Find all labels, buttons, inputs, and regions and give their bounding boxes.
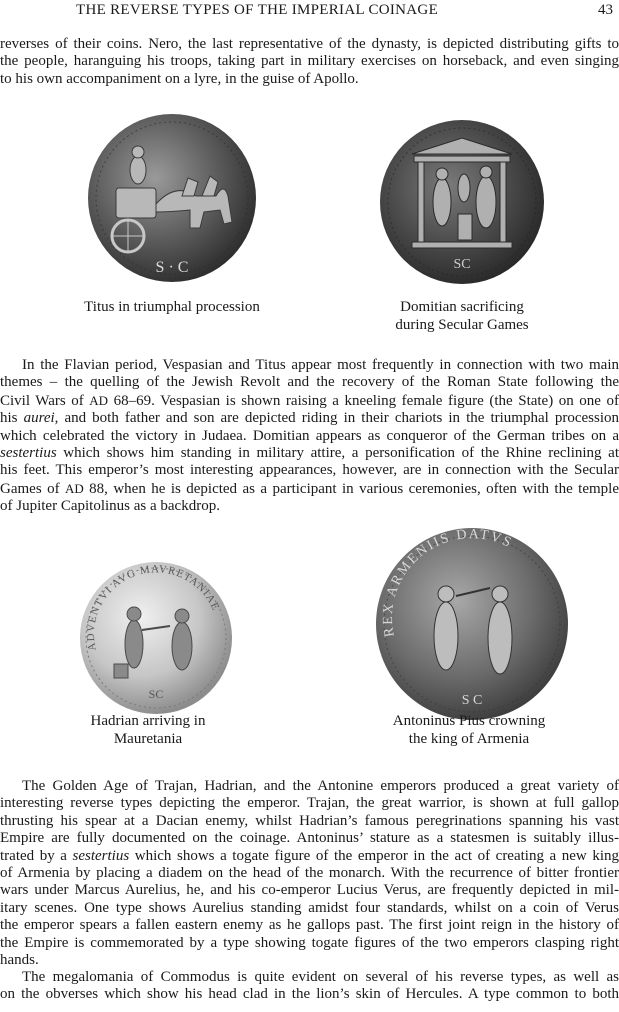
text-line: Empire are fully documented on the coinage. Antoninus’ stature as a statesmen is suitably illus- [0,830,619,847]
text-line: In the Flavian period, Vespasian and Titus appear most frequently in connection with two main [22,357,619,373]
paragraph-flavian [0,357,619,516]
text-line: of Jupiter Capitolinus as a backdrop. [0,498,220,515]
figure-caption [354,712,584,748]
text-line: his aurei, and both father and son are depicted riding in their chariots in the triumphal procession [0,410,619,427]
caption-line: the king of Armenia [408,731,530,747]
caption-line: Titus in triumphal procession [84,299,260,315]
text-line: Civil Wars of AD 68–69. Vespasian is shown raising a kneeling female figure (the State) on one of [0,392,619,409]
paragraph-nero [0,36,619,88]
running-header [0,2,619,20]
text-line: hands. [0,952,39,969]
text-line: which celebrated the victory in Judaea. Domitian appears as conqueror of the German tribes on a [0,427,619,444]
text-line: his feet. This emperor’s most interesting appearances, however, are in connection with the Secular [0,462,619,479]
text-line: themes – the quelling of the Jewish Revolt and the recovery of the Roman State following the [0,374,619,391]
text-line: reverses of their coins. Nero, the last representative of the dynasty, is depicted distributing gifts to [0,36,619,52]
text-line: wars under Marcus Aurelius, he, and his co-emperor Lucius Verus, are frequently depicted in mil- [0,882,619,899]
text-line: The megalomania of Commodus is quite evident on several of his reverse types, as well as [22,969,619,985]
coin-image-antoninus-armenia [374,526,570,722]
text-line: of Armenia by placing a diadem on the head of the monarch. With the recurrence of bitter frontier [0,865,619,882]
paragraph-golden-age [0,778,619,969]
caption-line: Hadrian arriving in [90,713,206,729]
text-line: trated by a sestertius which shows a togate figure of the emperor in the act of creating a new king [0,847,619,864]
caption-line: Antoninus Pius crowning [392,713,546,729]
text-line: the emperor spears a fallen eastern enemy as he gallops past. The first joint reign in the history of [0,917,619,934]
text-line: to his own accompaniment on a lyre, in the guise of Apollo. [0,70,359,87]
figure-caption [52,298,292,316]
coin-rim-legend: ADVENTVI AVG MAVRETANIAE [84,563,222,652]
running-title: THE REVERSE TYPES OF THE IMPERIAL COINAGE [76,2,439,18]
text-line: The Golden Age of Trajan, Hadrian, and the Antonine emperors produced a great variety of [22,778,619,794]
coin-legend: S · C [155,259,189,276]
figure-caption [38,712,258,748]
text-line: sestertius which shows him standing in military attire, a personification of the Rhine reclining at [0,445,619,462]
coin-legend: S C [461,693,483,708]
text-line: interesting reverse types depicting the emperor. Trajan, the great warrior, is shown at full gallop [0,795,619,812]
text-line: on the obverses which show his head clad in the lion’s skin of Hercules. A type common to both [0,986,619,1003]
coin-rim-legend: REX ARMENIIS DATVS [380,527,515,638]
coin-legend: SC [453,257,471,272]
page-number: 43 [598,2,613,18]
caption-line: Mauretania [113,731,183,747]
paragraph-commodus [0,969,619,1004]
figure-caption [352,298,572,334]
text-line: itary scenes. One type shows Aurelius standing amidst four standards, whilst on a coin of Verus [0,899,619,916]
text-line: thrusting his spear at a Dacian enemy, whilst Hadrian’s famous peregrinations spanning his vast [0,812,619,829]
coin-image-hadrian-mauretania [78,560,234,716]
caption-line: during Secular Games [395,317,529,333]
coin-image-domitian-secular-games [378,118,546,286]
text-line: the Empire is commemorated by a type showing togate figures of the two emperors clasping right [0,934,619,951]
caption-line: Domitian sacrificing [400,299,524,315]
coin-image-titus-triumph [86,112,258,284]
coin-legend: SC [148,687,164,701]
text-line: the people, haranguing his troops, taking part in military exercises on horseback, and even singing [0,53,619,70]
text-line: Games of AD 88, when he is depicted as a participant in various ceremonies, often with the temple [0,480,619,497]
